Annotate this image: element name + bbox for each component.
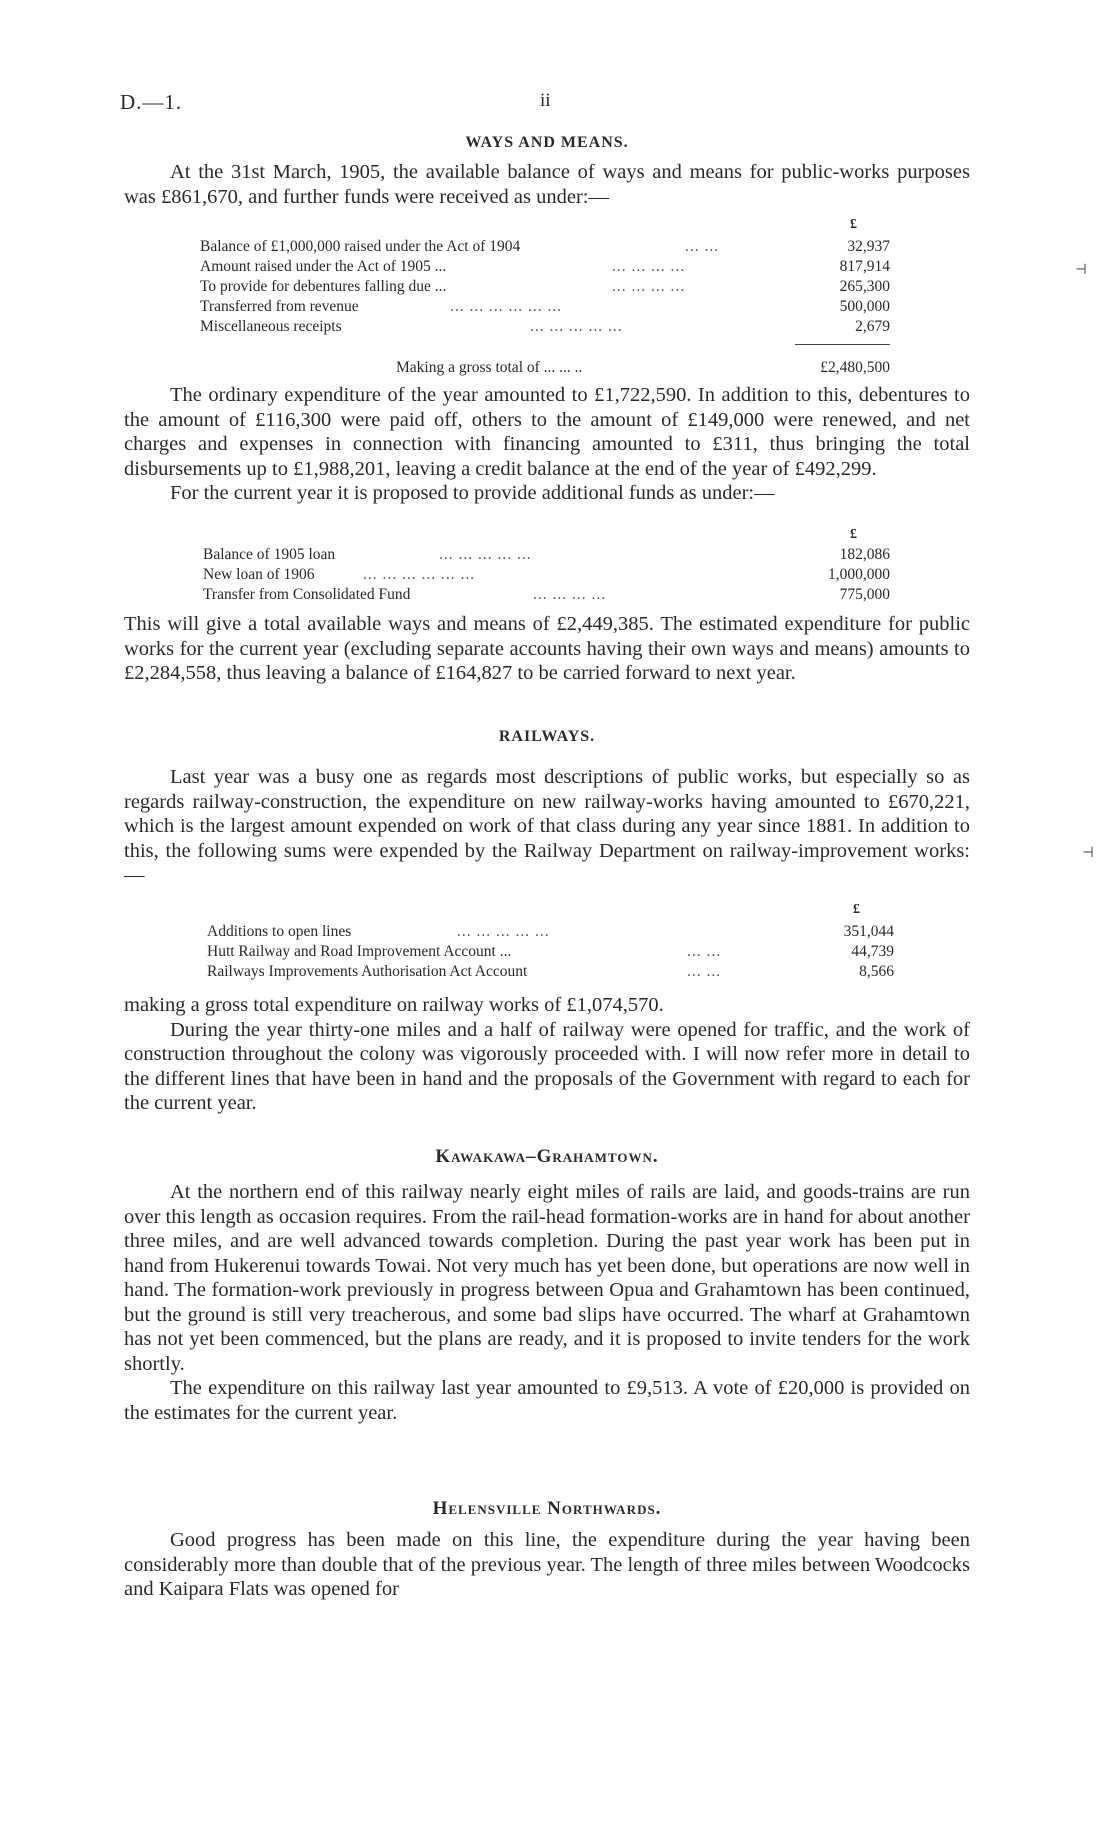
margin-mark-icon: ⊣ [1082, 846, 1095, 861]
kawakawa-expenditure-paragraph: The expenditure on this railway last year amounted to £9,513. A vote of £20,000 is provided on the estimates for the current year. [124, 1377, 970, 1424]
table-row [200, 297, 890, 317]
margin-mark-icon: ⊣ [1075, 263, 1088, 278]
row-amount: 817,914 [839, 258, 890, 275]
row-label: To provide for debentures falling due ... [200, 278, 447, 295]
leader-dots: ... ... ... ... ... ... [450, 298, 563, 315]
ways-and-means-section [124, 134, 970, 152]
expenditure-paragraph: The ordinary expenditure of the year amounted to £1,722,590. In addition to this, debentures to the amount of £116,300 were paid off, others to the amount of £149,000 were renewed, and net charges and expenses in connection with financing amounted to £311, thus bringing the total disbursements up to £1,988,201, leaving a credit balance at the end of the year of £492,299. [124, 384, 970, 480]
ways-and-means-heading: WAYS AND MEANS. [465, 134, 629, 151]
row-label: Miscellaneous receipts [200, 318, 342, 335]
row-amount: 265,300 [839, 278, 890, 295]
railways-paragraph: Last year was a busy one as regards most descriptions of public works, but especially so as regards railway-construction, the expenditure on new railway-works having amounted to £670,221, which is the largest amount expended on work of that class during any year since 1881. In addition to this, the following sums were expended by the Railway Department on railway-improvement works:— [124, 766, 970, 886]
railways-continued-block [124, 993, 970, 1116]
row-label: Balance of 1905 loan [203, 546, 336, 563]
table-row [396, 358, 890, 378]
row-label: Transferred from revenue [200, 298, 359, 315]
table-row [200, 317, 890, 337]
receipts-table [200, 237, 890, 337]
row-label: Hutt Railway and Road Improvement Account ... [207, 943, 512, 960]
row-amount: 8,566 [859, 963, 894, 980]
helensville-paragraph: Good progress has been made on this line, the expenditure during the year having been considerably more than double that of the previous year. The length of three miles between Woodcocks and Kaipara Flats was opened for [124, 1529, 970, 1600]
gross-total-row [396, 358, 890, 378]
helensville-heading: Helensville Northwards. [432, 1498, 662, 1519]
row-label: Amount raised under the Act of 1905 ... [200, 258, 447, 275]
row-amount: 351,044 [843, 923, 894, 940]
row-label: Additions to open lines [207, 923, 352, 940]
subtotal-rule [795, 344, 890, 345]
table-row [200, 257, 890, 277]
helensville-section [124, 1498, 970, 1520]
railway-improvement-table [207, 922, 894, 982]
row-amount: 32,937 [847, 238, 890, 255]
table-row [207, 922, 894, 942]
table-row [203, 565, 890, 585]
gross-total-paragraph: making a gross total expenditure on railway works of £1,074,570. [124, 994, 664, 1016]
balance-paragraph: This will give a total available ways and means of £2,449,385. The estimated expenditure for public works for the current year (excluding separate accounts having their own ways and means) amounts to £2,284,558, thus leaving a balance of £164,827 to be carried forward to next year. [124, 613, 970, 684]
ways-and-means-intro: At the 31st March, 1905, the available balance of ways and means for public-works purposes was £861,670, and further funds were received as under:— [124, 161, 970, 208]
balance-paragraph-block [124, 612, 970, 686]
leader-dots: ... ... ... ... ... [457, 923, 550, 940]
kawakawa-section [124, 1146, 970, 1168]
table-row [203, 585, 890, 605]
table-row [203, 545, 890, 565]
ways-and-means-intro-block [124, 160, 970, 209]
railways-heading: RAILWAYS. [498, 728, 596, 745]
row-amount: 775,000 [839, 586, 890, 603]
total-label: Making a gross total of ... ... .. [396, 359, 583, 376]
kawakawa-paragraph: At the northern end of this railway nearly eight miles of rails are laid, and goods-trains are run over this length as occasion requires. From the rail-head formation-works are in hand for about another three miles, and are well advanced towards completion. During the past year work has been put in hand from Hukerenui towards Towai. Not very much has yet been done, but operations are now well in hand. The formation-work previously in progress between Opua and Grahamtown has been continued, but the ground is still very treacherous, and some bad slips have occurred. The wharf at Grahamtown has not yet been commenced, but the plans are ready, and it is proposed to invite tenders for the work shortly. [124, 1181, 970, 1375]
additional-funds-table [203, 545, 890, 605]
table-row [200, 277, 890, 297]
row-amount: 1,000,000 [828, 566, 890, 583]
leader-dots: ... ... ... ... ... [530, 318, 623, 335]
table-row [207, 942, 894, 962]
row-amount: 44,739 [851, 943, 894, 960]
leader-dots: ... ... ... ... [533, 586, 607, 603]
leader-dots: ... ... ... ... ... ... [363, 566, 476, 583]
currency-symbol: £ [850, 527, 857, 542]
currency-symbol: £ [853, 902, 860, 917]
currency-symbol: £ [850, 217, 857, 232]
page-number: ii [540, 90, 551, 111]
row-amount: 500,000 [839, 298, 890, 315]
row-label: New loan of 1906 [203, 566, 315, 583]
kawakawa-heading: Kawakawa–Grahamtown. [435, 1146, 659, 1167]
row-amount: 2,679 [855, 318, 890, 335]
leader-dots: ... ... ... ... ... [439, 546, 532, 563]
table-row [200, 237, 890, 257]
railways-section [124, 728, 970, 746]
expenditure-paragraph-block [124, 383, 970, 506]
table-row [207, 962, 894, 982]
row-label: Balance of £1,000,000 raised under the Act of 1904 [200, 238, 521, 255]
leader-dots: ... ... [687, 943, 722, 960]
helensville-paragraph-block [124, 1528, 970, 1602]
railways-paragraph-block [124, 765, 970, 888]
row-label: Railways Improvements Authorisation Act Account [207, 963, 528, 980]
total-amount: £2,480,500 [820, 359, 890, 376]
leader-dots: ... ... ... ... [612, 278, 686, 295]
leader-dots: ... ... [687, 963, 722, 980]
construction-paragraph: During the year thirty-one miles and a half of railway were opened for traffic, and the work of construction throughout the colony was vigorously proceeded with. I will now refer more in detail to the different lines that have been in hand and the proposals of the Government with regard to each for the current year. [124, 1018, 970, 1114]
additional-funds-paragraph: For the current year it is proposed to provide additional funds as under:— [170, 482, 775, 504]
page-reference: D.—1. [120, 90, 183, 114]
row-label: Transfer from Consolidated Fund [203, 586, 411, 603]
leader-dots: ... ... [685, 238, 720, 255]
leader-dots: ... ... ... ... [612, 258, 686, 275]
kawakawa-paragraph-block [124, 1180, 970, 1425]
row-amount: 182,086 [839, 546, 890, 563]
